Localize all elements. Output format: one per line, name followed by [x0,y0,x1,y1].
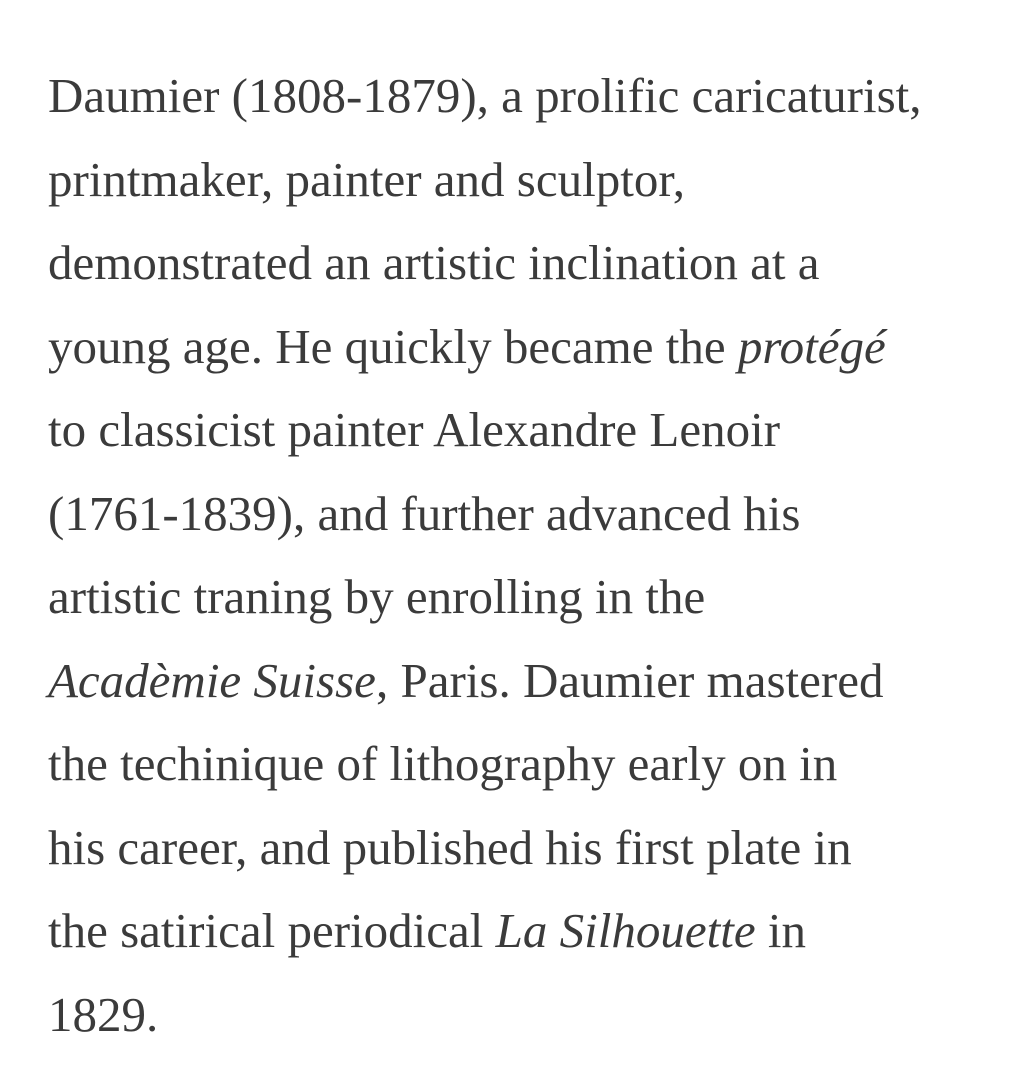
italic-term: La Silhouette [495,903,756,958]
text-run: Daumier (1808-1879), a prolific caricaturist, [48,68,922,123]
text-run: young age. He quickly became the [48,318,738,374]
paragraph-line [48,54,922,138]
paragraph-line [48,889,922,973]
text-run: 1829. [48,986,159,1042]
paragraph-line [48,806,922,890]
paragraph-line [48,472,922,556]
paragraph-line [48,639,922,723]
text-run: the satirical periodical [48,903,496,958]
text-run: artistic traning by enrolling in the [48,569,706,624]
text-run: printmaker, painter and sculptor, [48,151,685,207]
text-run: the techinique of lithography early on in [48,736,838,791]
paragraph-line [48,973,922,1057]
text-run: to classicist painter Alexandre Lenoir [48,402,781,457]
paragraph-line [48,305,922,389]
biography-paragraph [48,54,922,1056]
paragraph-line [48,555,922,639]
italic-term: Acadèmie Suisse [48,652,376,708]
paragraph-line [48,221,922,305]
text-run: in [755,903,806,958]
text-run: (1761-1839), and further advanced his [48,485,801,541]
paragraph-line [48,138,922,222]
paragraph-line [48,388,922,472]
text-run: demonstrated an artistic inclination at a [48,235,820,290]
italic-term: protégé [737,318,886,374]
text-run: his career, and published his first plate in [48,819,852,875]
paragraph-line [48,722,922,806]
text-run: , Paris. Daumier mastered [375,652,884,708]
